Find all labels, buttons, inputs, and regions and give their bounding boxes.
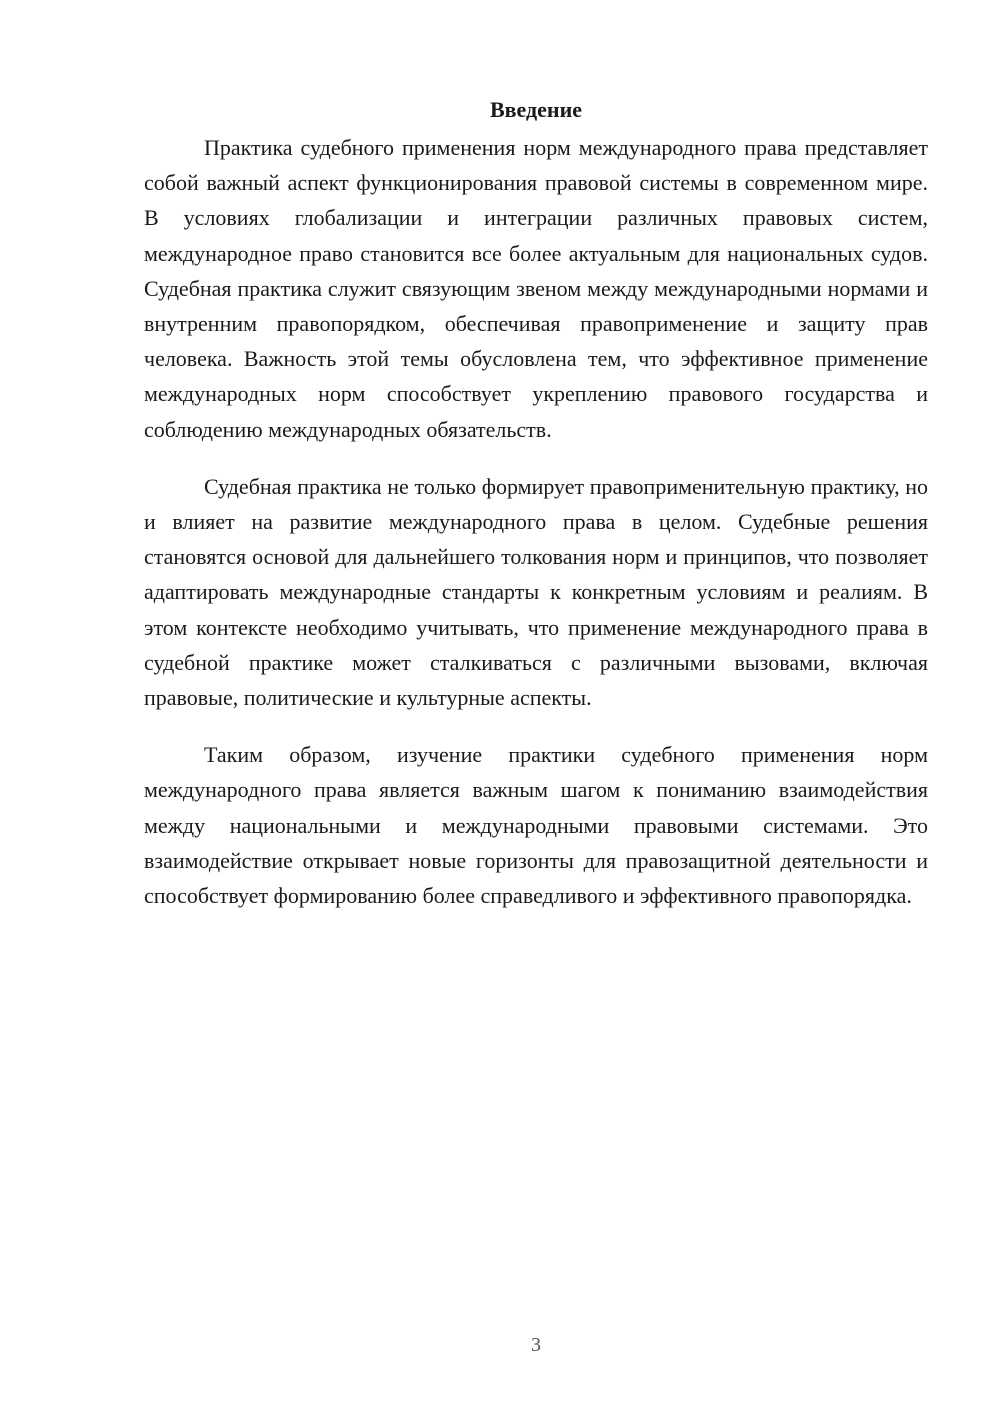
section-heading: Введение	[489, 97, 583, 122]
paragraph-3: Таким образом, изучение практики судебного применения норм международного права является важным шагом к пониманию взаимодействия между национальными и международными правовыми системами. Это взаимодействие открывает новые горизонты для правозащитной деятельности и способствует формированию более справедливого и эффективного правопорядка.	[144, 742, 928, 909]
page-number: 3	[531, 1334, 541, 1356]
paragraph-2: Судебная практика не только формирует правоприменительную практику, но и влияет на развитие международного права в целом. Судебные решения становятся основой для дальнейшего толкования норм и принципов, что позволяет адаптировать международные стандарты к конкретным условиям и реалиям. В этом контексте необходимо учитывать, что применение международного права в судебной практике может сталкиваться с различными вызовами, включая правовые, политические и культурные аспекты.	[144, 473, 928, 711]
paragraph-1: Практика судебного применения норм международного права представляет собой важный аспект функционирования правовой системы в современном мире. В условиях глобализации и интеграции различных правовых систем, международное право становится все более актуальным для национальных судов. Судебная практика служит связующим звеном между международными нормами и внутренним правопорядком, обеспечивая правоприменение и защиту прав человека. Важность этой темы обусловлена тем, что эффективное применение международных норм способствует укреплению правового государства и соблюдению международных обязательств.	[144, 135, 928, 442]
page-content	[144, 92, 928, 935]
